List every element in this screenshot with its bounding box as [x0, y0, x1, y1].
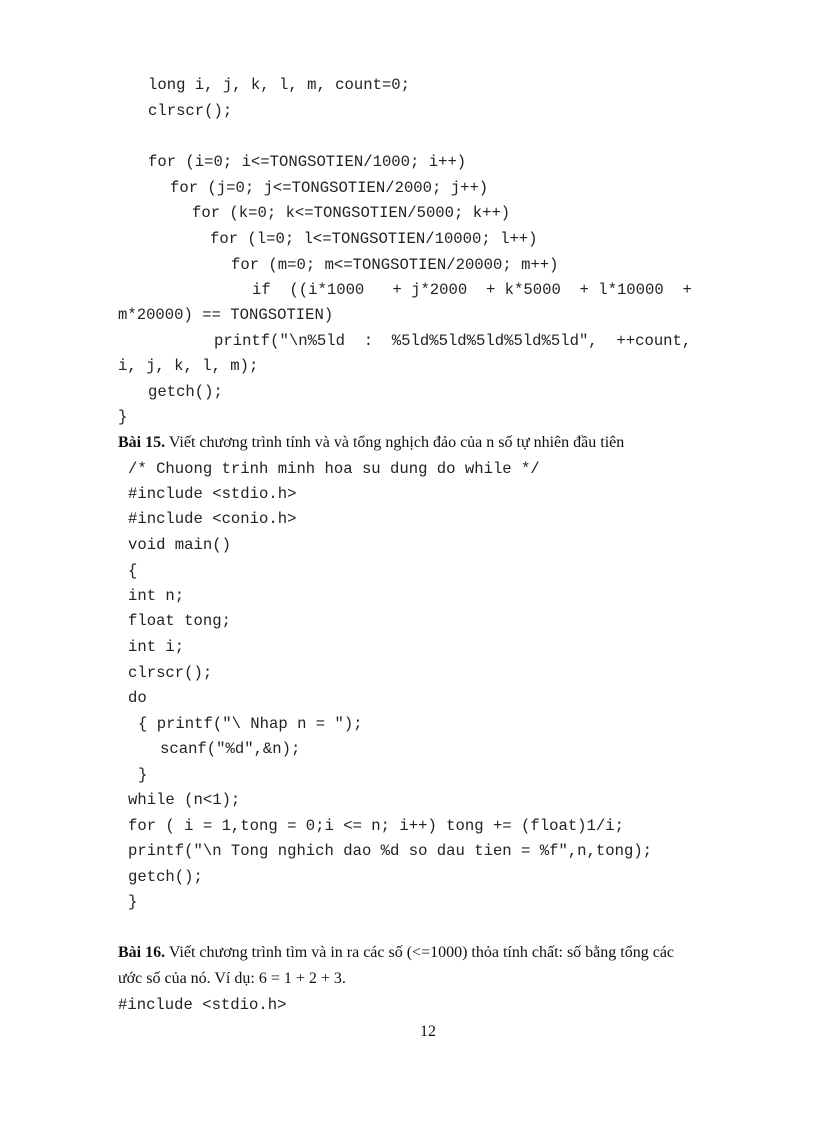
code-line: do — [128, 689, 147, 707]
code-line: i, j, k, l, m); — [118, 357, 259, 375]
code-line: if ((i*1000 + j*2000 + k*5000 + l*10000 + — [252, 281, 692, 299]
code-line: m*20000) == TONGSOTIEN) — [118, 306, 334, 324]
exercise-15-heading — [118, 432, 624, 454]
code-line: } — [138, 766, 148, 784]
code-line: for (j=0; j<=TONGSOTIEN/2000; j++) — [170, 179, 489, 197]
exercise-15-label: Bài 15. — [118, 434, 166, 451]
code-line: getch(); — [128, 868, 203, 886]
code-line: int i; — [128, 638, 185, 656]
page-number: 12 — [420, 1023, 436, 1040]
code-line: while (n<1); — [128, 791, 241, 809]
code-line: for (l=0; l<=TONGSOTIEN/10000; l++) — [210, 230, 538, 248]
code-line: for ( i = 1,tong = 0;i <= n; i++) tong += (float)1/i; — [128, 817, 624, 835]
code-line: float tong; — [128, 612, 231, 630]
code-line: for (k=0; k<=TONGSOTIEN/5000; k++) — [192, 204, 511, 222]
exercise-16-heading — [118, 942, 674, 964]
code-line: } — [128, 893, 138, 911]
exercise-16-label: Bài 16. — [118, 944, 166, 961]
code-line: } — [118, 408, 128, 426]
code-line: clrscr(); — [128, 664, 213, 682]
code-line: clrscr(); — [148, 102, 233, 120]
code-line: for (i=0; i<=TONGSOTIEN/1000; i++) — [148, 153, 467, 171]
code-line: long i, j, k, l, m, count=0; — [148, 76, 411, 94]
code-line: scanf("%d",&n); — [160, 740, 301, 758]
exercise-16-text-continued: ước số của nó. Ví dụ: 6 = 1 + 2 + 3. — [118, 970, 346, 987]
code-line: { printf("\ Nhap n = "); — [138, 715, 363, 733]
code-line: #include <stdio.h> — [118, 996, 287, 1014]
code-line: int n; — [128, 587, 185, 605]
code-line: for (m=0; m<=TONGSOTIEN/20000; m++) — [231, 256, 559, 274]
code-line: getch(); — [148, 383, 223, 401]
code-line: { — [128, 562, 138, 580]
code-line: printf("\n%5ld : %5ld%5ld%5ld%5ld%5ld", ++count, — [214, 332, 692, 350]
exercise-16-text: Viết chương trình tìm và in ra các số (<=1000) thỏa tính chất: số bằng tổng các — [165, 944, 675, 961]
code-line: #include <stdio.h> — [128, 485, 297, 503]
code-line: #include <conio.h> — [128, 510, 297, 528]
code-line: void main() — [128, 536, 231, 554]
code-line: printf("\n Tong nghich dao %d so dau tien = %f",n,tong); — [128, 842, 653, 860]
exercise-15-text: Viết chương trình tính và và tổng nghịch đảo của n số tự nhiên đầu tiên — [165, 434, 625, 451]
code-line: /* Chuong trinh minh hoa su dung do while */ — [128, 460, 540, 478]
